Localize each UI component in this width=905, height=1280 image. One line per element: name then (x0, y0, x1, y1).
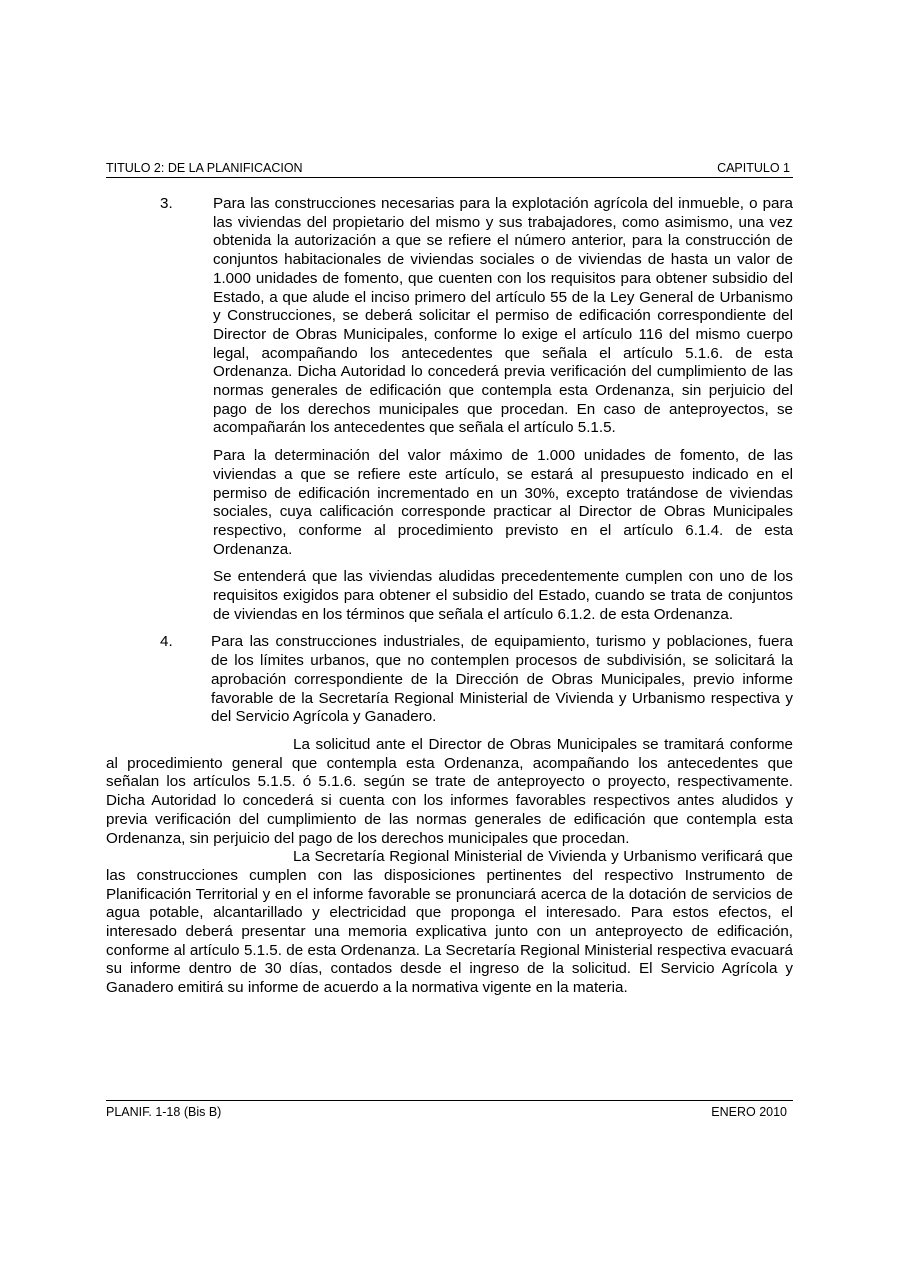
list-item-4 (106, 633, 793, 727)
header-chapter: CAPITULO 1 (717, 161, 790, 175)
footer-reference: PLANIF. 1-18 (Bis B) (106, 1105, 222, 1119)
page-body (106, 195, 793, 998)
item-number: 3. (160, 195, 173, 212)
item-text: Para las construcciones industriales, de equipamiento, turismo y poblaciones, fuera de los límites urbanos, que no contemplen procesos de subdivisión, se solicitará la aprobación correspondiente de la Dirección de Obras Municipales, previo informe favorable de la Secretaría Regional Ministerial de Vivienda y Urbanismo respectiva y del Servicio Agrícola y Ganadero. (211, 633, 793, 726)
page-footer (106, 1100, 793, 1119)
list-item-3 (106, 195, 793, 438)
body-paragraph: La solicitud ante el Director de Obras Municipales se tramitará conforme al procedimiento general que contempla esta Ordenanza, acompañando los antecedentes que señalan los artículos 5.1.5. ó 5.1.6. según se trate de anteproyecto o proyecto, respectivamente. Dicha Autoridad lo concederá si cuenta con los informes favorables respectivos antes aludidos y previa verificación del cumplimiento de las normas generales de edificación que contempla esta Ordenanza, sin perjuicio del pago de los derechos municipales que procedan. (106, 735, 793, 847)
item-number: 4. (160, 633, 173, 651)
item-3-subparagraph: Para la determinación del valor máximo de 1.000 unidades de fomento, de las viviendas a que se refiere este artículo, se estará al presupuesto indicado en el permiso de edificación incrementado en un 30%, excepto tratándose de viviendas sociales, cuya calificación corresponde practicar al Director de Obras Municipales respectivo, conforme al procedimiento previsto en el artículo 6.1.4. de esta Ordenanza. (213, 447, 793, 558)
footer-date: ENERO 2010 (711, 1105, 787, 1119)
body-paragraph: La Secretaría Regional Ministerial de Vivienda y Urbanismo verificará que las construcciones cumplen con las disposiciones pertinentes del respectivo Instrumento de Planificación Territorial y en el informe favorable se pronunciará acerca de la dotación de servicios de agua potable, alcantarillado y electricidad que proponga el interesado. Para estos efectos, el interesado deberá presentar una memoria explicativa junto con un anteproyecto de edificación, conforme al artículo 5.1.5. de esta Ordenanza. La Secretaría Regional Ministerial respectiva evacuará su informe dentro de 30 días, contados desde el ingreso de la solicitud. El Servicio Agrícola y Ganadero emitirá su informe de acuerdo a la normativa vigente en la materia. (106, 848, 793, 997)
item-text: Para las construcciones necesarias para la explotación agrícola del inmueble, o para las viviendas del propietario del mismo y sus trabajadores, como asimismo, una vez obtenida la autorización a que se refiere el número anterior, para la construcción de conjuntos habitacionales de viviendas sociales o de viviendas de hasta un valor de 1.000 unidades de fomento, que cuenten con los requisitos para obtener subsidio del Estado, a que alude el inciso primero del artículo 55 de la Ley General de Urbanismo y Construcciones, se deberá solicitar el permiso de edificación correspondiente del Director de Obras Municipales, conforme lo exige el artículo 116 del mismo cuerpo legal, acompañando los antecedentes que señala el artículo 5.1.6. de esta Ordenanza. Dicha Autoridad lo concederá previa verificación del cumplimiento de las normas generales de edificación que contempla esta Ordenanza, sin perjuicio del pago de los derechos municipales que procedan. En caso de anteproyectos, se acompañarán los antecedentes que señala el artículo 5.1.5. (213, 195, 793, 437)
item-3-subparagraph: Se entenderá que las viviendas aludidas precedentemente cumplen con uno de los requisitos exigidos para obtener el subsidio del Estado, cuando se trata de conjuntos de viviendas en los términos que señala el artículo 6.1.2. de esta Ordenanza. (213, 568, 793, 623)
page-header (106, 160, 793, 178)
header-title: TITULO 2: DE LA PLANIFICACION (106, 161, 303, 175)
